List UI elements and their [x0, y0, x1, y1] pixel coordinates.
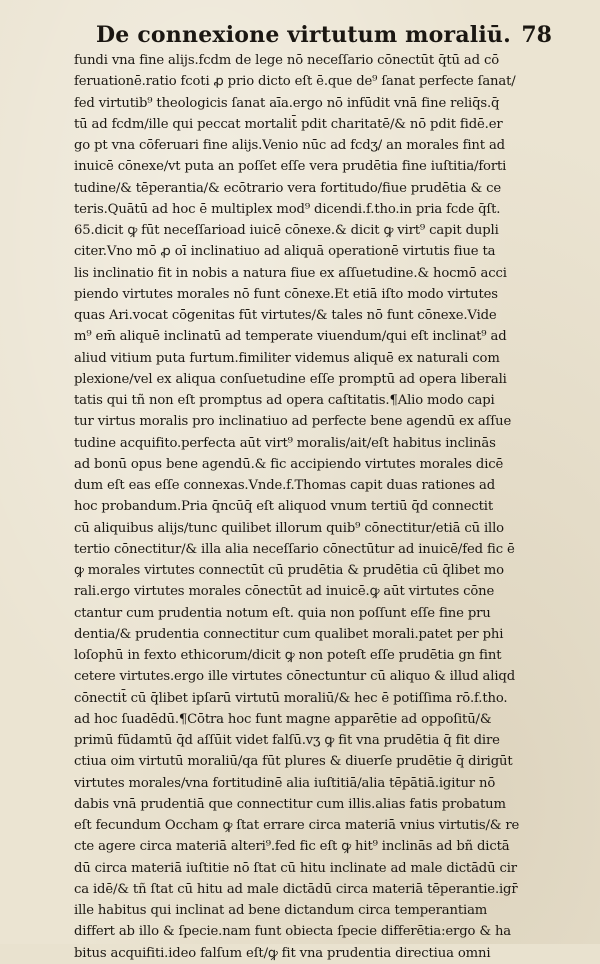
text-line: tū ad fcdm/ille qui peccat mortalit̄ pdit charitatē/& nō pdit fidē.er [74, 116, 503, 132]
text-line: citer.Vno mō ꝓ oī inclinatiuo ad aliquā operationē virtutis fiue ta [74, 244, 496, 260]
text-line: go pt vna cōferuari fine alijs.Venio nūc ad fcdʒ/ an morales fint ad [74, 138, 505, 153]
text-line: rali.ergo virtutes morales cōnectūt ad inuicē.ꝙ aūt virtutes cōne [74, 584, 495, 600]
text-line: tertio cōnectitur/& illa alia neceſſario cōnectūtur ad inuicē/fed fic ē [74, 541, 515, 557]
text-line: dabis vnā prudentiā que connectitur cum illis.alias fatis probatum [74, 796, 506, 812]
text-line: teris.Quātū ad hoc ē multiplex mod⁹ dicendi.f.tho.in pria fcde q̄ſt. [74, 201, 501, 217]
text-line: plexione/vel ex aliqua conſuetudine eſſe promptū ad opera liberali [74, 371, 507, 387]
text-line: ad bonū opus bene agendū.& fic accipiendo virtutes morales dicē [74, 456, 504, 472]
text-line: feruationē.ratio fcoti ꝓ prio dicto eſt ē.que de⁹ ſanat perfecte ſanat/ [74, 74, 516, 90]
text-line: tudine/& tēperantia/& ecōtrario vera fortitudo/fiue prudētia & ce [74, 180, 502, 196]
text-line: dū circa materiā iuſtitie nō ſtat cū hitu inclinate ad male dictādū cir [74, 860, 517, 876]
page-number: 78 [521, 22, 552, 48]
text-line: ꝙ morales virtutes connectūt cū prudētia & prudētia cū q̄libet mo [74, 563, 504, 578]
text-line: bitus acquifiti.ideo falſum eſt/ꝙ fit vna prudentia directiua omni [74, 945, 491, 961]
text-line: hoc probandum.Pria q̄ncūq̄ eſt aliquod vnum tertiū q̄d connectit [74, 499, 493, 515]
text-line: inuicē cōnexe/vt puta an poſſet eſſe vera prudētia fine iuſtitia/forti [74, 159, 507, 175]
text-line: loſophū in fexto ethicorum/dicit ꝙ non poteſt eſſe prudētia gn fint [74, 648, 502, 663]
text-line: fundi vna fine alijs.fcdm de lege nō neceſſario cōnectūt q̄tū ad cō [74, 53, 499, 68]
text-line: lis inclinatio fit in nobis a natura fiue ex aſſuetudine.& hocmō acci [74, 265, 507, 281]
text-line: dentia/& prudentia connectitur cum qualibet morali.patet per phi [74, 626, 504, 642]
text-line: dum eſt eas eſſe connexas.Vnde.f.Thomas capit duas rationes ad [74, 478, 496, 493]
text-line: cū aliquibus alijs/tunc quilibet illorum quib⁹ cōnectitur/etiā cū illo [74, 520, 504, 536]
text-line: differt ab illo & ſpecie.nam funt obiecta ſpecie differētia:ergo & ha [74, 924, 512, 940]
text-line: tatis qui tñ non eſt promptus ad opera caſtitatis.¶Alio modo capi [74, 393, 495, 408]
text-line: piendo virtutes morales nō funt cōnexe.Et etiā iſto modo virtutes [74, 286, 498, 302]
running-head: De connexione virtutum moraliū. [96, 22, 511, 48]
text-line: ctantur cum prudentia notum eſt. quia non poſſunt eſſe fine pru [74, 605, 491, 621]
text-block [74, 50, 564, 964]
text-line: ille habitus qui inclinat ad bene dictandum circa temperantiam [74, 903, 488, 918]
text-line: 65.dicit ꝙ fūt neceſſarioad iuicē cōnexe.& dicit ꝙ virt⁹ capit dupli [74, 223, 499, 238]
text-line: eſt fecundum Occham ꝙ ſtat errare circa materiā vnius virtutis/& re [74, 818, 520, 833]
text-line: primū fūdamtū q̄d aſſūit videt falſū.vʒ ꝙ fit vna prudētia q̄ fit dire [74, 733, 500, 748]
text-line: virtutes morales/vna fortitudinē alia iuſtitiā/alia tēpātiā.igitur nō [74, 775, 496, 791]
text-line: cetere virtutes.ergo ille virtutes cōnectuntur cū aliquo & illud aliqd [74, 669, 515, 685]
text-line: aliud vitium puta furtum.fimiliter videmus aliquē ex naturali com [74, 350, 500, 366]
text-line: m⁹ em̄ aliquē inclinatū ad temperate viuendum/qui eſt inclinat⁹ ad [74, 329, 507, 345]
text-line: quas Ari.vocat cōgenitas fūt virtutes/& tales nō funt cōnexe.Vide [74, 308, 497, 323]
text-line: ctiua oim virtutū moraliū/qa fūt plures & diuerſe prudētie q̄ dirigūt [74, 754, 513, 770]
text-line: fed virtutib⁹ theologicis ſanat aīa.ergo nō infūdit vnā fine reliq̄s.q̄ [74, 95, 500, 111]
text-line: cōnectit̄ cū q̄libet ipſarū virtutū moraliū/& hec ē potiſſima rō.f.tho. [74, 690, 508, 706]
text-line: tur virtus moralis pro inclinatiuo ad perfecte bene agendū ex aſſue [74, 414, 512, 430]
text-line: cte agere circa materiā alteri⁹.fed fic eſt ꝙ hit⁹ inclinās ad bñ dictā [74, 839, 510, 855]
text-line: tudine acquifito.perfecta aūt virt⁹ moralis/ait/eſt habitus inclinās [74, 435, 496, 451]
text-line: ca idē/& tñ ſtat cū hitu ad male dictādū circa materiā tēperantie.igr̄ [74, 881, 518, 897]
text-line: ad hoc ſuadēdū.¶Cōtra hoc funt magne apparētie ad oppoſitū/& [74, 711, 492, 727]
